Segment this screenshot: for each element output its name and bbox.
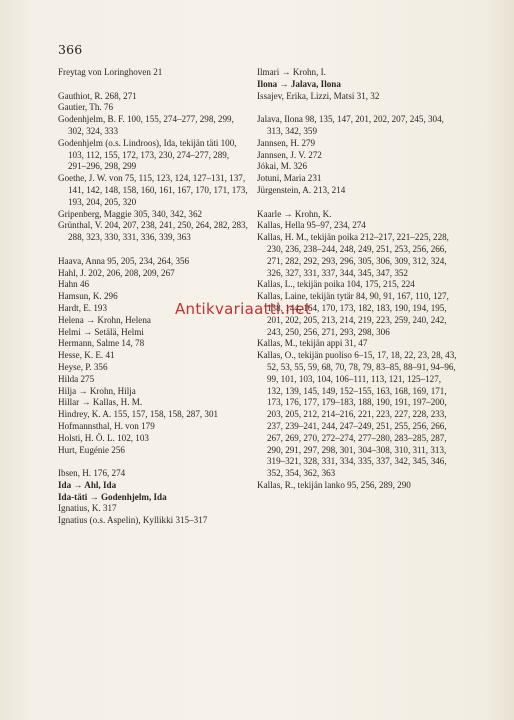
- index-entry: Haava, Anna 95, 205, 234, 264, 356: [58, 255, 190, 266]
- index-entry: Ida → Ahl, Ida: [58, 479, 117, 490]
- index-entry: Hillar → Kallas, H. M.: [58, 397, 143, 408]
- index-entry: Jürgenstein, A. 213, 214: [257, 184, 346, 195]
- entry-gap: [58, 456, 248, 468]
- index-entry: Ignatius (o.s. Aspelin), Kyllikki 315–317: [58, 515, 208, 526]
- index-entry: Hilja → Krohn, Hilja: [58, 385, 136, 396]
- index-entry: Hardt, E. 193: [58, 302, 107, 313]
- index-entry: Jalava, Ilona 98, 135, 147, 201, 202, 207, 245, 304, 313, 342, 359: [257, 114, 444, 136]
- index-entry: Jannsen, H. 279: [257, 137, 316, 148]
- index-entry: Kaarle → Krohn, K.: [257, 208, 332, 219]
- index-entry: Kallas, L., tekijän poika 104, 175, 215, 224: [257, 279, 415, 290]
- index-entry: Kallas, H. M., tekijän poika 212–217, 221–225, 228, 230, 236, 238–244, 248, 249, 251, 253, 256, 266, 271, 282, 292, 293, 296, 305, 306, 309, 312, 324, 326, 327, 331, 337, 344, 345, 347, 352: [257, 232, 449, 278]
- index-entry: Godenhjelm (o.s. Lindroos), Ida, tekijän täti 100, 103, 112, 155, 172, 173, 230, 274–277, 289, 291–296, 298, 299: [58, 137, 237, 172]
- index-entry: Ibsen, H. 176, 274: [58, 468, 126, 479]
- index-entry: Hesse, K. E. 41: [58, 350, 115, 361]
- index-entry: Helena → Krohn, Helena: [58, 314, 151, 325]
- index-entry: Kallas, M., tekijän appi 31, 47: [257, 338, 368, 349]
- entry-gap: [58, 244, 248, 256]
- index-entry: Goethe, J. W. von 75, 115, 123, 124, 127–131, 137, 141, 142, 148, 158, 160, 161, 167, 170, 171, 173, 193, 204, 205, 320: [58, 173, 248, 207]
- index-entry: Freytag von Loringhoven 21: [58, 67, 163, 77]
- entry-gap: [257, 102, 457, 114]
- index-entry: Heyse, P. 356: [58, 361, 108, 372]
- index-entry: Hurt, Eugénie 256: [58, 444, 125, 455]
- index-column-left: [58, 67, 248, 527]
- index-entry: Gauthiot, R. 268, 271: [58, 90, 137, 101]
- index-entry: Ilmari → Krohn, I.: [257, 67, 326, 77]
- index-entry: Hahl, J. 202, 206, 208, 209, 267: [58, 267, 175, 278]
- entry-gap: [58, 79, 248, 91]
- index-entry: Godenhjelm, B. F. 100, 155, 274–277, 298, 299, 302, 324, 333: [58, 114, 234, 136]
- index-column-right: [257, 67, 457, 492]
- index-entry: Grünthal, V. 204, 207, 238, 241, 250, 264, 282, 283, 288, 323, 330, 331, 336, 339, 363: [58, 220, 248, 243]
- index-entry: Hamsun, K. 296: [58, 291, 118, 302]
- index-entry: Helmi → Setälä, Helmi: [58, 326, 144, 337]
- index-entry: Hahn 46: [58, 279, 90, 290]
- index-entry: Jotuni, Maria 231: [257, 173, 322, 184]
- index-entry: Gautier, Th. 76: [58, 102, 114, 113]
- page-number: 366: [58, 42, 83, 57]
- index-entry: Hofmannsthal, H. von 179: [58, 420, 155, 431]
- entry-gap: [257, 197, 457, 209]
- index-entry: Kallas, Laine, tekijän tytär 84, 90, 91, 167, 110, 127, 138, 144, 164, 170, 173, 182, 183, 190, 194, 195, 201, 202, 205, 213, 214, 219, 223, 259, 240, 242, 243, 250, 256, 271, 293, 298, 306: [257, 291, 449, 337]
- index-entry: Holsti, H. Ö. L. 102, 103: [58, 432, 149, 443]
- index-entry: Ida-täti → Godenhjelm, Ida: [58, 491, 167, 502]
- index-entry: Kallas, Hella 95–97, 234, 274: [257, 220, 366, 231]
- index-entry: Issajev, Erika, Lizzi, Matsi 31, 32: [257, 90, 380, 101]
- index-entry: Kallas, R., tekijän lanko 95, 256, 289, 290: [257, 479, 411, 490]
- index-entry: Hindrey, K. A. 155, 157, 158, 158, 287, 301: [58, 409, 219, 420]
- index-entry: Kallas, O., tekijän puoliso 6–15, 17, 18, 22, 23, 28, 43, 52, 53, 55, 59, 68, 70, 78, 79, 83–85, 88–91, 94–96, 99, 101, 103, 104, 106–111, 113, 121, 125–127, 132, 139, 145, 149, 152–155, 163, 168, 169, 171, 173, 176, 177, 179–183, 188, 190, 191, 197–200, 203, 205, 212, 214–216, 221, 223, 227, 228, 233, 237, 239–241, 244, 247–249, 251, 255, 256, 266, 267, 269, 270, 272–274, 277–280, 283–285, 287, 290, 291, 297, 298, 301, 304–308, 310, 311, 313, 319–321, 328, 331, 334, 335, 337, 342, 345, 346, 352, 354, 362, 363: [257, 350, 457, 479]
- index-entry: Ilona → Jalava, Ilona: [257, 78, 341, 89]
- index-entry: Jannsen, J. V. 272: [257, 149, 322, 160]
- index-entry: Ignatius, K. 317: [58, 503, 117, 514]
- watermark: Antikvariaatti.net: [175, 300, 312, 318]
- index-entry: Gripenberg, Maggie 305, 340, 342, 362: [58, 208, 203, 219]
- index-entry: Hilda 275: [58, 373, 95, 384]
- index-entry: Jókai, M. 326: [257, 161, 308, 172]
- index-entry: Hermann, Salme 14, 78: [58, 338, 145, 349]
